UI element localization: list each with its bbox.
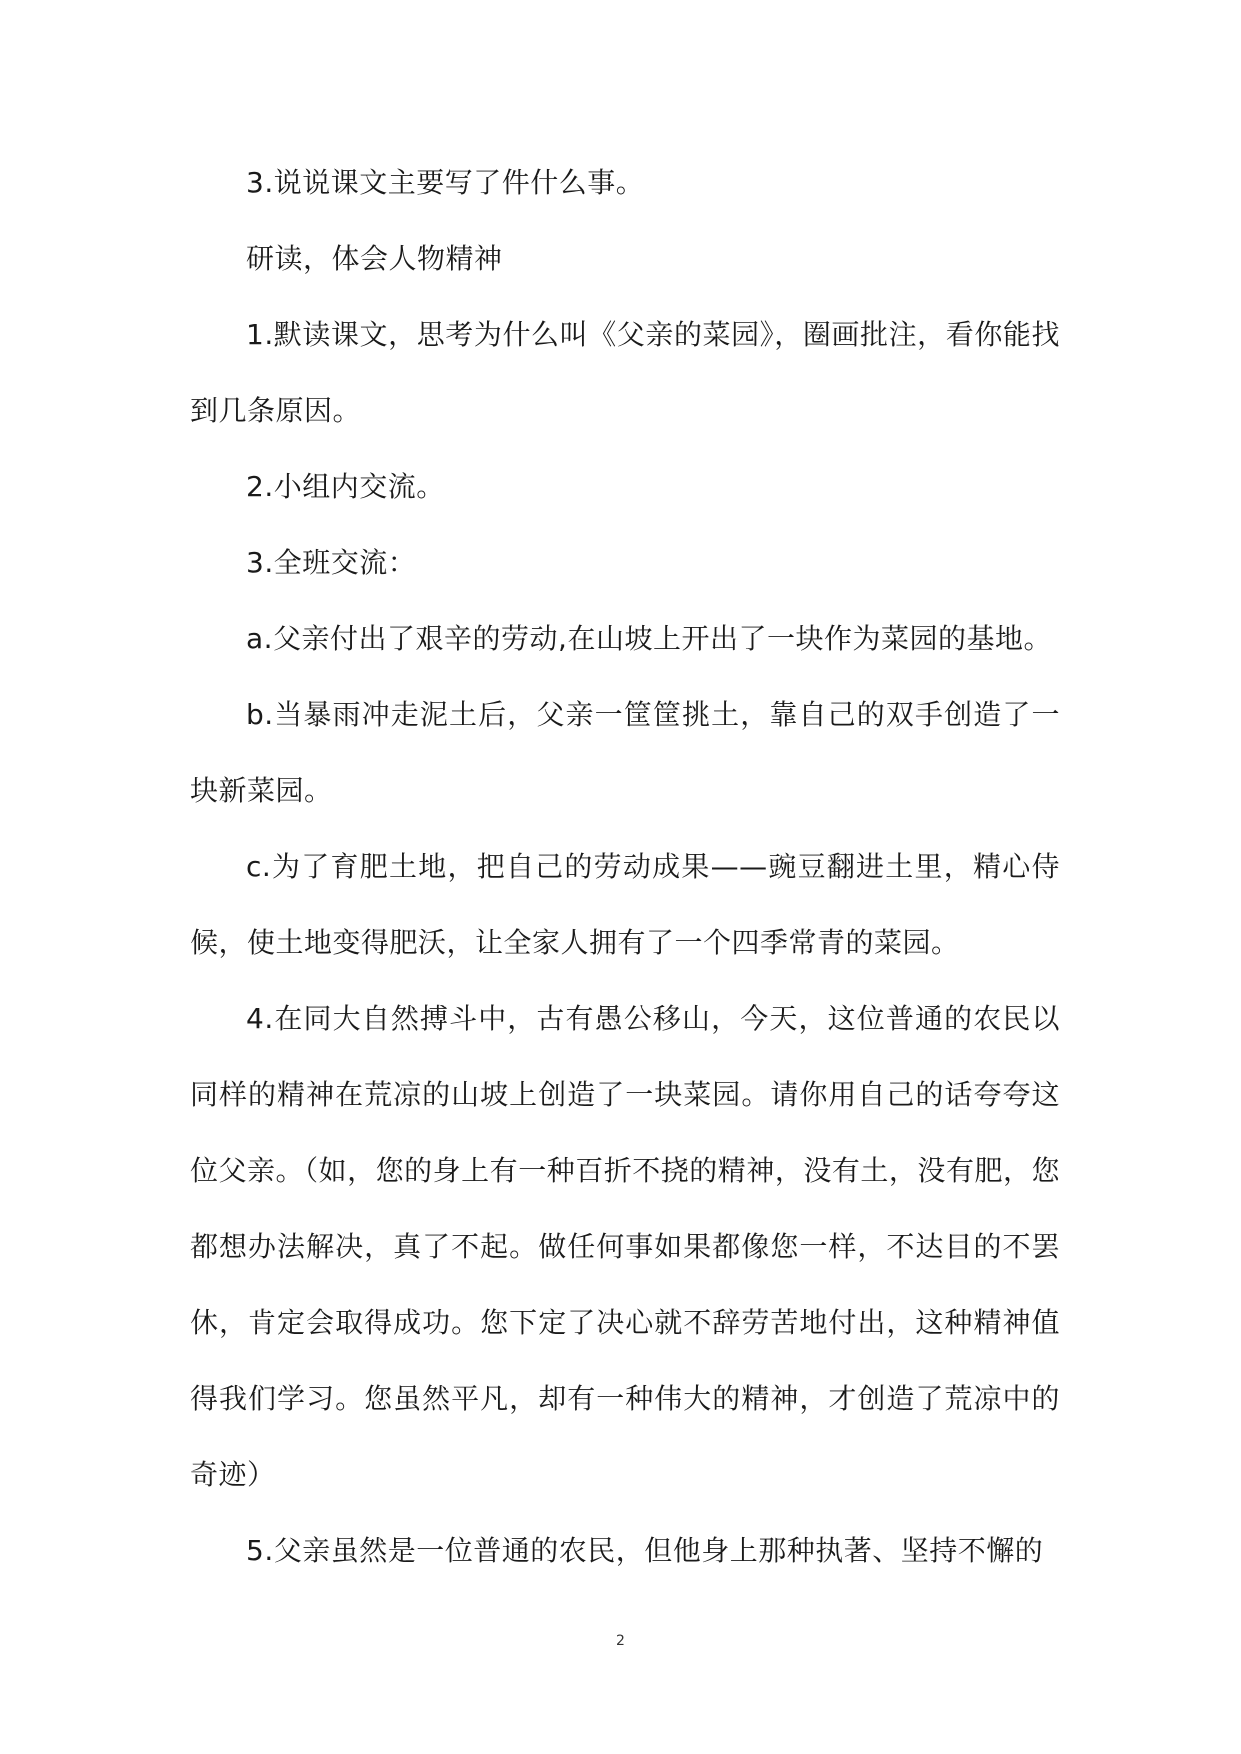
paragraph: c.为了育肥土地，把自己的劳动成果——豌豆翻进土里，精心侍候，使土地变得肥沃，让全家人拥有了一个四季常青的菜园。 (190, 850, 1060, 959)
page-number: 2 (616, 1633, 625, 1649)
paragraph: 3.全班交流： (246, 546, 417, 579)
paragraph: 5.父亲虽然是一位普通的农民，但他身上那种执著、坚持不懈的 (246, 1534, 1044, 1567)
paragraph: a.父亲付出了艰辛的劳动,在山坡上开出了一块作为菜园的基地。 (246, 622, 1052, 655)
paragraph: 4.在同大自然搏斗中，古有愚公移山，今天，这位普通的农民以同样的精神在荒凉的山坡上创造了一块菜园。请你用自己的话夸夸这位父亲。（如，您的身上有一种百折不挠的精神，没有土，没有肥，您都想办法解决，真了不起。做任何事如果都像您一样，不达目的不罢休，肯定会取得成功。您下定了决心就不辞劳苦地付出，这种精神值得我们学习。您虽然平凡，却有一种伟大的精神，才创造了荒凉中的奇迹） (190, 1002, 1060, 1491)
paragraph: b.当暴雨冲走泥土后，父亲一筐筐挑土，靠自己的双手创造了一块新菜园。 (190, 698, 1060, 807)
document-body (190, 145, 1060, 1589)
paragraph: 3.说说课文主要写了件什么事。 (246, 166, 645, 199)
section-heading: 研读，体会人物精神 (246, 242, 503, 275)
paragraph: 1.默读课文，思考为什么叫《父亲的菜园》，圈画批注，看你能找到几条原因。 (190, 318, 1060, 427)
paragraph: 2.小组内交流。 (246, 470, 445, 503)
